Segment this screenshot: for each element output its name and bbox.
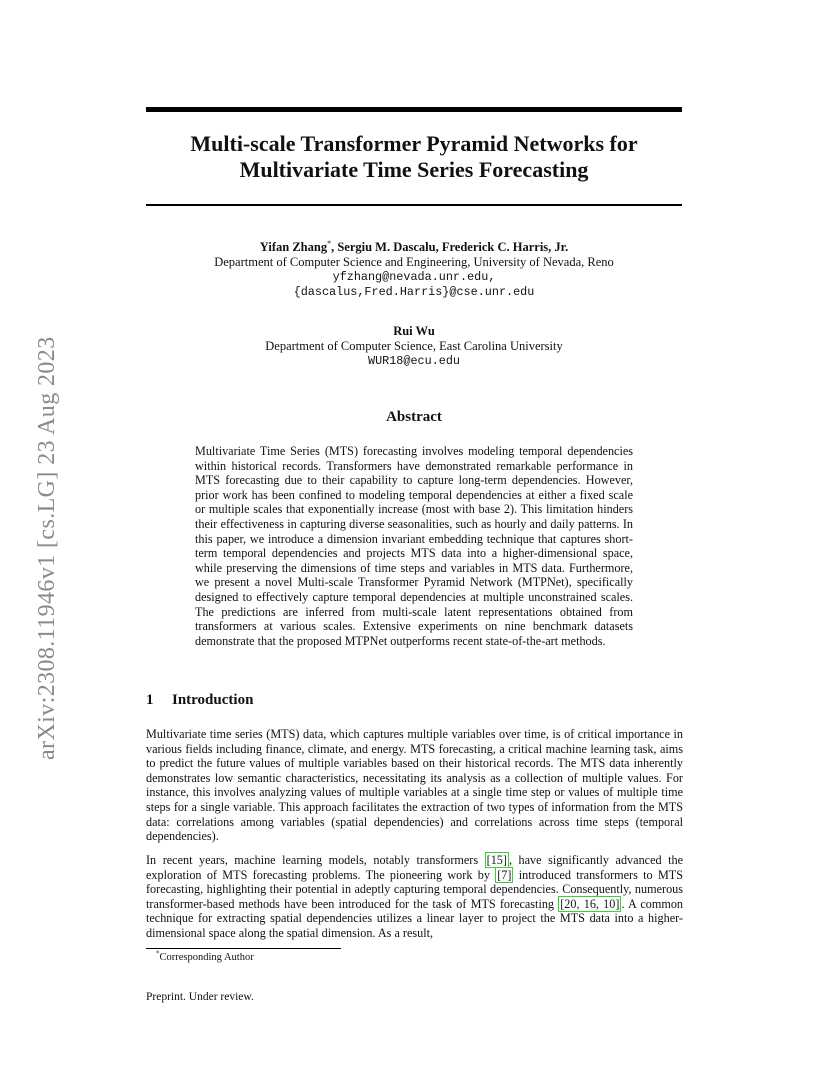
para2-part-a: In recent years, machine learning models, notably transformers [146, 853, 485, 867]
section-number: 1 [146, 692, 154, 708]
intro-paragraph-1: Multivariate time series (MTS) data, which captures multiple variables over time, is of critical importance in various fields including finance, climate, and energy. MTS forecasting, a critical machine learning task, aims to predict the future values of multiple variables based on their historical records. The MTS data inherently demonstrates low semantic characteristics, necessitating its analysis as a collection of multiple values. For instance, this involves analyzing values of multiple variables at a single time step or values of multiple time steps for a single variable. This approach facilitates the extraction of two types of information from the MTS data: correlations among variables (spatial dependencies) and correlations across time steps (temporal dependencies). [146, 727, 683, 844]
title-line-1: Multi-scale Transformer Pyramid Networks for [190, 131, 638, 156]
section-heading [146, 692, 253, 709]
author-block-2 [146, 324, 682, 369]
intro-paragraph-2 [146, 853, 683, 941]
para2-part-d: . A common technique for extracting spatial dependencies utilizes a linear layer to project the MTS data into a higher-dimensional space along the spatial dimension. As a result, [146, 896, 684, 940]
abstract-heading: Abstract [386, 409, 442, 425]
title-top-rule [146, 107, 682, 112]
section-title: Introduction [172, 692, 254, 708]
author-rest: Sergiu M. Dascalu, Frederick C. Harris, Jr. [337, 240, 569, 254]
title-line-2: Multivariate Time Series Forecasting [239, 157, 589, 182]
author-names: Yifan Zhang*, Sergiu M. Dascalu, Frederick C. Harris, Jr. [259, 238, 569, 254]
author-email-2: {dascalus,Fred.Harris}@cse.unr.edu [293, 285, 535, 299]
author-email-1: yfzhang@nevada.unr.edu, [332, 270, 496, 284]
footnote-mark: * [156, 949, 160, 958]
author-affiliation-1: Department of Computer Science and Engineering, University of Nevada, Reno [214, 255, 614, 269]
author-block-1 [146, 240, 682, 300]
para2-part-c: introduced transformers to MTS forecasting, highlighting their potential in adeptly capturing temporal dependencies. Consequently, numerous transformer-based methods have been introduced for the task of MTS forecasting [146, 867, 684, 911]
para2-part-b: , have significantly advanced the exploration of MTS forecasting problems. The pioneering work by [146, 853, 684, 882]
paper-title [146, 131, 682, 183]
citation-link-20-16-10[interactable]: [20, 16, 10] [560, 896, 620, 911]
footnote-text: Corresponding Author [159, 952, 254, 963]
title-bottom-rule [146, 204, 682, 206]
abstract-text: Multivariate Time Series (MTS) forecasting involves modeling temporal dependencies within historical records. Transformers have demonstrated remarkable performance in MTS forecasting due to their capability to capture long-term dependencies. However, prior work has been confined to modeling temporal dependencies at either a fixed scale or multiple scales that exponentially increase (most with base 2). This limitation hinders their effectiveness in capturing diverse seasonalities, such as hourly and daily patterns. In this paper, we introduce a dimension invariant embedding technique that captures short-term temporal dependencies and projects MTS data into a higher-dimensional space, while preserving the dimensions of time steps and variables in MTS data. Furthermore, we present a novel Multi-scale Transformer Pyramid Network (MTPNet), specifically designed to effectively capture temporal dependencies at multiple unconstrained scales. The predictions are inferred from multi-scale latent representations obtained from transformers at various scales. Extensive experiments on nine benchmark datasets demonstrate that the proposed MTPNet outperforms recent state-of-the-art methods. [195, 444, 633, 648]
author-email-3: WUR18@ecu.edu [367, 354, 461, 368]
citation-link-7[interactable]: [7] [497, 867, 512, 882]
citation-link-15[interactable]: [15] [486, 853, 507, 867]
footnote-rule [146, 948, 341, 949]
preprint-note: Preprint. Under review. [146, 991, 254, 1003]
arxiv-stamp: arXiv:2308.11946v1 [cs.LG] 23 Aug 2023 [34, 336, 60, 760]
author-name-2: Rui Wu [393, 324, 435, 338]
corresponding-mark: * [327, 238, 332, 248]
author-first: Yifan Zhang [259, 240, 328, 254]
author-affiliation-2: Department of Computer Science, East Carolina University [265, 339, 563, 353]
footnote [156, 949, 254, 963]
